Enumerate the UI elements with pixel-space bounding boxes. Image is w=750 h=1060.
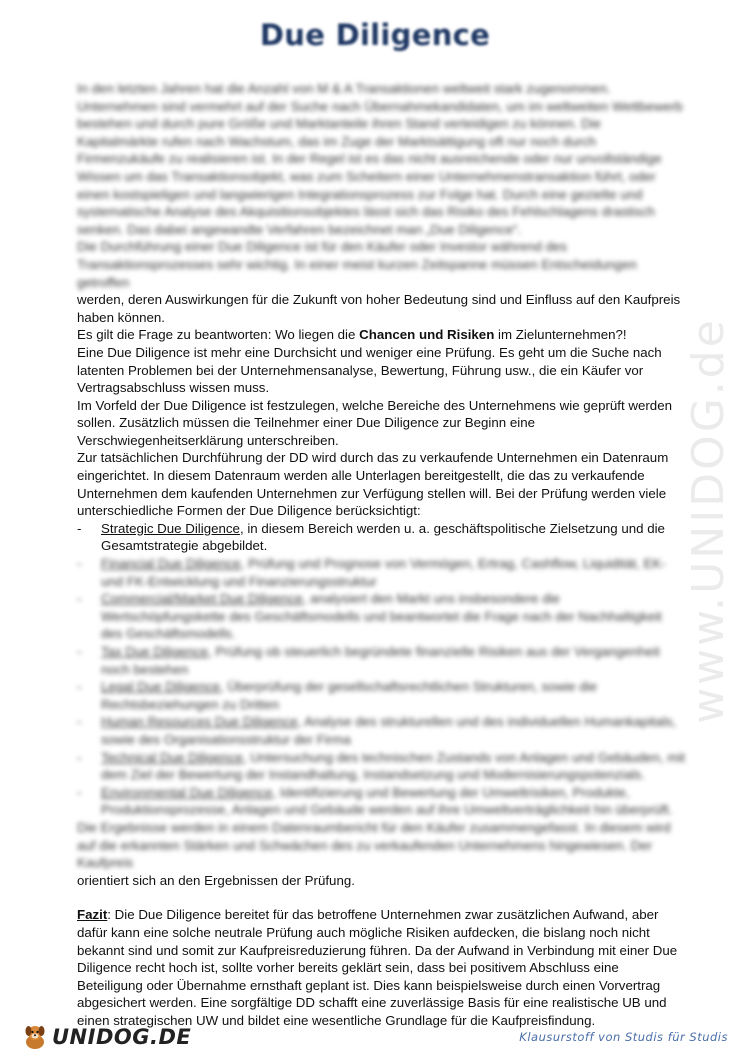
list-dash: - bbox=[77, 556, 82, 572]
list-term: Technical Due Diligence bbox=[101, 749, 243, 765]
list-term: Tax Due Diligence bbox=[101, 644, 209, 659]
list-dash: - bbox=[77, 714, 82, 730]
watermark-text: www.UNIDOG.de bbox=[682, 316, 734, 724]
fazit-paragraph bbox=[77, 906, 685, 1029]
list-item bbox=[77, 678, 685, 713]
paragraph-scope: Im Vorfeld der Due Diligence ist festzulegen, welche Bereiche des Unternehmens wie geprüft werden sollen. Zusätzlich müssen die Teilnehmer einer Due Diligence zur Beginn eine Verschwiegenheitserklärung unterschreiben. bbox=[77, 397, 672, 448]
dd-forms-list bbox=[77, 520, 685, 819]
paragraph-transaction: werden, deren Auswirkungen für die Zukunft von hoher Bedeutung sind und Einfluss auf den Kaufpreis haben können. bbox=[77, 292, 681, 325]
list-dash: - bbox=[77, 591, 82, 607]
list-text: , Prüfung ob steuerlich begründete finanzielle Risiken aus der Vergangenheit noch bestehen bbox=[101, 644, 660, 677]
list-item bbox=[77, 555, 685, 590]
list-text: , in diesem Bereich werden u. a. geschäftspolitische Zielsetzung und die Gesamtstrategie abgebildet. bbox=[101, 520, 665, 554]
list-item bbox=[77, 590, 685, 643]
list-dash: - bbox=[77, 749, 82, 765]
list-text: , Untersuchung des technischen Zustands von Anlagen und Gebäuden, mit dem Ziel der Bewertung der Instandhaltung, Instandsetzung und Modernisierungspotenzials. bbox=[101, 749, 685, 783]
paragraph-review: Eine Due Diligence ist mehr eine Durchsicht und weniger eine Prüfung. Es geht um die Suche nach latenten Problemen bei der Unternehmensanalyse, Bewertung, Führung usw., die ein Käufer vor Vertragsabschluss wissen muss. bbox=[77, 344, 662, 396]
list-term: Strategic Due Diligence bbox=[101, 520, 240, 536]
list-term: Human Resources Due Diligence bbox=[101, 714, 298, 730]
fazit-label: Fazit bbox=[77, 907, 108, 923]
list-text: , Identifizierung und Bewertung der Umweltrisiken, Produkte, Produktionsprozesse, Anlagen und Gebäude werden auf ihre Umweltverträglichkeit hin überprüft. bbox=[101, 784, 673, 818]
paragraph-results-blurred: Die Ergebnisse werden in einem Datenraumbericht für den Käufer zusammengefasst. In diesem wird auf die erkannten Stärken und Schwächen des zu verkaufenden Unternehmens hingewiesen. Der Kaufpreis bbox=[77, 819, 671, 871]
list-item bbox=[77, 643, 685, 678]
list-term: Environmental Due Diligence bbox=[101, 784, 273, 800]
list-dash: - bbox=[77, 644, 82, 659]
question-bold: Chancen und Risiken bbox=[359, 327, 495, 343]
list-dash: - bbox=[77, 679, 82, 695]
paragraph-dataroom: Zur tatsächlichen Durchführung der DD wird durch das zu verkaufende Unternehmen ein Datenraum eingerichtet. In diesem Datenraum werden alle Unterlagen bereitgestellt, die das zu verkaufende Unternehmen dem kaufenden Unternehmen zur Verfügung stellen will. Bei der Prüfung werden viele unterschiedliche Formen der Due Diligence berücksichtigt: bbox=[77, 450, 669, 519]
list-term: Financial Due Diligence bbox=[101, 556, 241, 572]
list-item bbox=[77, 784, 685, 819]
footer-logo bbox=[20, 1022, 191, 1052]
list-term: Legal Due Diligence bbox=[101, 679, 221, 695]
question-paragraph bbox=[77, 326, 685, 344]
list-text: , Überprüfung der gesellschaftsrechtlichen Strukturen, sowie die Rechtsbeziehungen zu Dritten bbox=[101, 679, 597, 712]
list-text: , analysiert den Markt uns insbesondere die Wertschöpfungskette des Geschäftsmodells und beantwortet die Frage nach der Nachhaltigkeit des Geschäftsmodells. bbox=[101, 591, 662, 642]
question-pre: Es gilt die Frage zu beantworten: Wo liegen die bbox=[77, 327, 360, 343]
list-item bbox=[77, 520, 685, 555]
question-post: im Zielunternehmen?! bbox=[494, 327, 627, 343]
paragraph-transaction-blurred: Die Durchführung einer Due Diligence ist für den Käufer oder Investor während des Transaktionsprozesses sehr wichtig. In einer meist kurzen Zeitspanne müssen Entscheidungen getroffen bbox=[77, 239, 637, 290]
dog-mascot-icon bbox=[20, 1022, 50, 1052]
list-dash: - bbox=[77, 784, 82, 800]
list-text: , Prüfung und Prognose von Vermögen, Ertrag, Cashflow, Liquidität, EK- und FK-Entwicklung und Finanzierungsstruktur bbox=[101, 556, 666, 589]
paragraph-results: orientiert sich an den Ergebnissen der Prüfung. bbox=[77, 872, 355, 888]
list-item bbox=[77, 749, 685, 784]
list-item bbox=[77, 713, 685, 748]
intro-paragraph: In den letzten Jahren hat die Anzahl von M & A Transaktionen weltweit stark zugenommen. Unternehmen sind vermehrt auf der Suche nach Übernahmekandidaten, um im weltweiten Wettbewerb bestehen und durch pure Größe und Marktanteile ihren Stand verteidigen zu können. Die Kapitalmärkte rufen nach Wachstum, das im Zuge der Marktsättigung oft nur noch durch Firmenzukäufe zu realisieren ist. In der Regel ist es das nicht ausreichende oder nur unvollständige Wissen um das Transaktionsobjekt, was zum Scheitern einer Unternehmenstransaktion führt, oder einen kostspieligen und langwierigen Integrationsprozess zur Folge hat. Durch eine gezielte und systematische Analyse des Akquisitionsobjektes lässt sich das Risiko des Fehlschlagens drastisch senken. Das dabei angewandte Verfahren bezeichnet man „Due Diligence“. bbox=[77, 81, 683, 237]
page-title: Due Diligence bbox=[259, 18, 491, 52]
list-text: , Analyse des strukturellen und des individuellen Humankapitals, sowie des Organisationsstruktur der Firma bbox=[101, 714, 677, 747]
watermark bbox=[684, 300, 732, 740]
footer-tagline: Klausurstoff von Studis für Studis bbox=[519, 1030, 728, 1044]
list-term: Commercial/Market Due Diligence bbox=[101, 591, 303, 607]
document-body bbox=[77, 80, 685, 1029]
logo-text: UNIDOG.DE bbox=[52, 1025, 192, 1049]
list-dash: - bbox=[77, 520, 82, 536]
fazit-text: : Die Due Diligence bereitet für das betroffene Unternehmen zwar zusätzlichen Aufwand, aber dafür kann eine solche neutrale Prüfung auch mögliche Risiken aufdecken, die bislang noch nicht bekannt sind und somit zur Kaufpreisreduzierung führen. Da der Aufwand in Verbindung mit einer Due Diligence recht hoch ist, sollte vorher bereits geklärt sein, dass bei positivem Abschluss eine Beteiligung oder Übernahme ernsthaft geplant ist. Dies kann beispielsweise durch einen Vorvertrag abgesichert werden. Eine sorgfältige DD schafft eine zuverlässige Basis für eine realistische UB und einen strategischen UW und bildet eine wesentliche Grundlage für die Kaufpreisfindung. bbox=[77, 907, 678, 1028]
